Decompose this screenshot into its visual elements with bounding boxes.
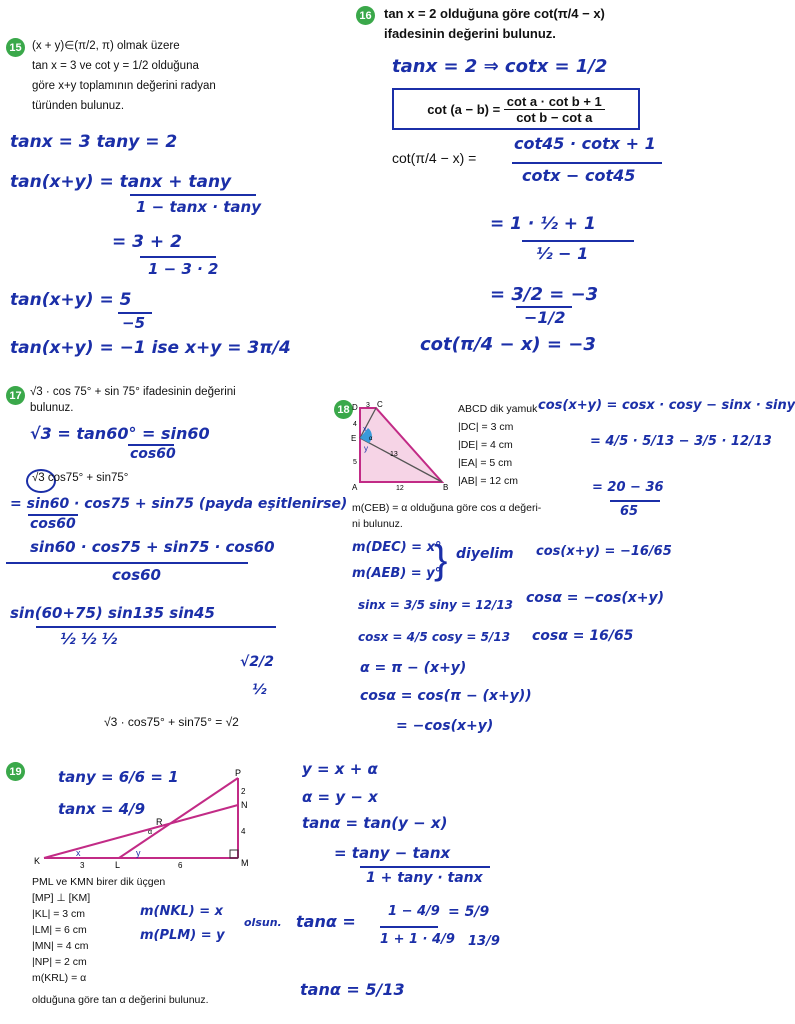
formula-fraction bbox=[504, 94, 605, 125]
given-19-4: |LM| = 6 cm bbox=[32, 924, 87, 936]
p15-hw-line-6: tan(x+y) = 5 bbox=[10, 290, 132, 310]
p18-hw-line-15: = −cos(x+y) bbox=[396, 718, 494, 734]
problem-16-line-1: tan x = 2 olduğuna göre cot(π/4 − x) bbox=[384, 6, 605, 21]
problem-17-line-1: √3 · cos 75° + sin 75° ifadesinin değerini bbox=[30, 386, 236, 398]
formula-denominator: cot b − cot a bbox=[516, 109, 593, 125]
p16-hw-line-5: ½ − 1 bbox=[536, 244, 589, 263]
p17-final-line: √3 · cos75° + sin75° = √2 bbox=[104, 715, 239, 729]
p16-hw-line-3: cotx − cot45 bbox=[522, 166, 636, 185]
p19-hw-line-1: tany = 6/6 = 1 bbox=[58, 768, 179, 786]
label-eb: 13 bbox=[390, 451, 398, 458]
problem-17-line-2: bulunuz. bbox=[30, 402, 74, 414]
q18-line-2: ni bulunuz. bbox=[352, 518, 403, 530]
label-ea: 5 bbox=[353, 459, 357, 466]
p17-fraction-bar-4 bbox=[26, 562, 248, 564]
p19-hw-line-14: = 5/9 bbox=[448, 904, 490, 920]
p19-hw-line-5: tanα = tan(y − x) bbox=[302, 814, 448, 832]
label-N: N bbox=[241, 800, 248, 810]
label-D: D bbox=[352, 403, 358, 412]
label-R: R bbox=[156, 817, 163, 827]
given-18-1: ABCD dik yamuk bbox=[458, 403, 538, 415]
p17-fraction-bar-5 bbox=[36, 626, 276, 628]
p17-hw-line-5: cos60 bbox=[30, 516, 76, 532]
label-K: K bbox=[34, 856, 41, 866]
given-19-3: |KL| = 3 cm bbox=[32, 908, 86, 920]
p15-hw-line-7: −5 bbox=[122, 314, 146, 332]
p18-hw-line-2: = 4/5 · 5/13 − 3/5 · 12/13 bbox=[590, 434, 772, 449]
problem-17-text bbox=[30, 382, 320, 414]
q18-line-1: m(CEB) = α olduğuna göre cos α değeri- bbox=[352, 502, 542, 514]
given-19-7: m(KRL) = α bbox=[32, 972, 87, 984]
p18-hw-line-3: = 20 − 36 bbox=[592, 480, 664, 495]
label-y: y bbox=[364, 444, 368, 453]
p19-hw-line-6: = tany − tanx bbox=[334, 844, 451, 862]
problem-17-badge: 17 bbox=[6, 386, 25, 405]
p19-hw-line-15: 13/9 bbox=[468, 934, 500, 949]
formula-left: cot (a − b) = bbox=[427, 101, 501, 117]
problem-15-line-1: (x + y)∈(π/2, π) olmak üzere bbox=[32, 40, 180, 52]
p17-hw-line-6: sin60 · cos75 + sin75 · cos60 bbox=[30, 538, 275, 556]
p19-fraction-bar-2 bbox=[380, 926, 438, 928]
label-de: 4 bbox=[353, 421, 357, 428]
p19-hw-line-9: m(PLM) = y bbox=[140, 928, 225, 943]
label-A: A bbox=[352, 483, 358, 492]
label-B: B bbox=[443, 483, 449, 492]
p18-hw-line-7: diyelim bbox=[456, 546, 514, 562]
label-np: 2 bbox=[241, 787, 246, 796]
p18-hw-line-5: m(DEC) = x° bbox=[352, 540, 442, 555]
problem-16-line-2: ifadesinin değerini bulunuz. bbox=[384, 26, 556, 41]
p19-hw-line-3: y = x + α bbox=[302, 760, 378, 778]
p16-hw-line-8: cot(π/4 − x) = −3 bbox=[420, 334, 596, 355]
label-M: M bbox=[241, 858, 249, 868]
given-18-4: |EA| = 5 cm bbox=[458, 457, 513, 469]
p15-hw-line-8: tan(x+y) = −1 ise x+y = 3π/4 bbox=[10, 338, 291, 358]
p18-hw-line-6: m(AEB) = y° bbox=[352, 566, 442, 581]
label-x: x bbox=[363, 426, 367, 433]
p15-hw-line-2: tan(x+y) = tanx + tany bbox=[10, 172, 232, 192]
p18-fraction-bar-1 bbox=[610, 500, 660, 502]
p18-hw-line-8: cos(x+y) = −16/65 bbox=[536, 544, 672, 559]
segment-kn bbox=[44, 805, 238, 858]
p16-hw-line-4: = 1 · ½ + 1 bbox=[490, 214, 596, 234]
given-19-6: |NP| = 2 cm bbox=[32, 956, 87, 968]
problem-18-badge: 18 bbox=[334, 400, 353, 419]
given-19-2: [MP] ⊥ [KM] bbox=[32, 892, 91, 904]
p19-hw-line-8: m(NKL) = x bbox=[140, 904, 223, 919]
question-19: olduğuna göre tan α değerini bulunuz. bbox=[32, 994, 209, 1006]
p18-hw-line-11: cosα = −cos(x+y) bbox=[526, 590, 665, 606]
given-18-3: |DE| = 4 cm bbox=[458, 439, 513, 451]
label-lm: 6 bbox=[178, 861, 183, 870]
problem-19-badge: 19 bbox=[6, 762, 25, 781]
p17-hw-line-8: sin(60+75) sin135 sin45 bbox=[10, 604, 215, 622]
problem-16-text bbox=[384, 4, 714, 44]
p19-hw-line-7: 1 + tany · tanx bbox=[366, 870, 483, 886]
p18-hw-line-14: cosα = cos(π − (x+y)) bbox=[360, 688, 532, 704]
p17-hw-line-4: = sin60 · cos75 + sin75 (payda eşitlenirse) bbox=[10, 496, 348, 512]
p15-hw-line-1: tanx = 3 tany = 2 bbox=[10, 132, 178, 152]
p15-hw-line-5: 1 − 3 · 2 bbox=[148, 260, 219, 278]
problem-15-badge: 15 bbox=[6, 38, 25, 57]
p16-fraction-bar-1 bbox=[512, 162, 662, 164]
problem-18-question bbox=[352, 500, 541, 532]
label-y: y bbox=[136, 848, 141, 858]
p19-hw-line-10: olsun. bbox=[244, 916, 282, 929]
p16-hw-line-6: = 3/2 = −3 bbox=[490, 284, 599, 305]
p17-hw-line-2: cos60 bbox=[130, 446, 176, 462]
label-kl: 3 bbox=[80, 861, 85, 870]
p18-hw-line-12: cosα = 16/65 bbox=[532, 628, 634, 644]
p18-hw-line-9: sinx = 3/5 siny = 12/13 bbox=[358, 598, 514, 612]
label-ab: 12 bbox=[396, 485, 404, 492]
p19-hw-line-13: 1 + 1 · 4/9 bbox=[380, 932, 455, 947]
p18-hw-line-4: 65 bbox=[620, 504, 639, 519]
given-19-1: PML ve KMN birer dik üçgen bbox=[32, 876, 166, 888]
right-angle-mark bbox=[230, 850, 238, 858]
segment-lp bbox=[119, 778, 238, 858]
cot-difference-formula-box bbox=[392, 88, 640, 130]
p16-expression: cot(π/4 − x) = bbox=[392, 150, 477, 166]
p16-hw-line-7: −1/2 bbox=[524, 308, 566, 327]
given-18-5: |AB| = 12 cm bbox=[458, 475, 519, 487]
label-P: P bbox=[235, 768, 242, 778]
problem-15-line-3: göre x+y toplamının değerini radyan bbox=[32, 80, 216, 92]
p17-hw-line-9: ½ ½ ½ bbox=[60, 630, 118, 648]
problem-16-badge: 16 bbox=[356, 6, 375, 25]
label-C: C bbox=[377, 400, 383, 409]
problem-15-line-4: türünden bulunuz. bbox=[32, 100, 125, 112]
p15-fraction-bar-2 bbox=[140, 256, 216, 258]
p19-hw-line-11: tanα = bbox=[296, 912, 356, 931]
label-L: L bbox=[115, 860, 121, 870]
label-alpha: α bbox=[369, 436, 373, 442]
p17-hw-line-11: ½ bbox=[252, 682, 267, 698]
p15-hw-line-3: 1 − tanx · tany bbox=[136, 198, 261, 216]
label-dc: 3 bbox=[366, 402, 370, 409]
p17-hw-line-10: √2/2 bbox=[240, 654, 274, 670]
problem-18-given bbox=[458, 400, 537, 490]
label-alpha: α bbox=[148, 829, 153, 836]
p18-hw-line-10: cosx = 4/5 cosy = 5/13 bbox=[358, 630, 511, 644]
trapezoid-figure bbox=[346, 400, 458, 492]
p15-fraction-bar-1 bbox=[130, 194, 256, 196]
p19-fraction-bar-1 bbox=[360, 866, 490, 868]
p19-hw-line-16: tanα = 5/13 bbox=[300, 980, 405, 999]
p17-hw-line-1: √3 = tan60° = sin60 bbox=[30, 424, 210, 443]
formula-numerator: cot a · cot b + 1 bbox=[504, 94, 605, 110]
label-mn: 4 bbox=[241, 827, 246, 836]
p17-hw-line-3: √3 cos75° + sin75° bbox=[32, 472, 129, 484]
p15-hw-line-4: = 3 + 2 bbox=[112, 232, 182, 252]
p19-hw-line-4: α = y − x bbox=[302, 788, 378, 806]
problem-15-text bbox=[32, 36, 332, 116]
given-19-5: |MN| = 4 cm bbox=[32, 940, 89, 952]
p18-hw-line-1: cos(x+y) = cosx · cosy − sinx · siny bbox=[538, 398, 795, 413]
label-x: x bbox=[76, 848, 81, 858]
p16-hw-line-2: cot45 · cotx + 1 bbox=[514, 134, 656, 153]
given-18-2: |DC| = 3 cm bbox=[458, 421, 514, 433]
p16-fraction-bar-2 bbox=[522, 240, 634, 242]
label-E: E bbox=[351, 434, 357, 443]
p19-hw-line-12: 1 − 4/9 bbox=[388, 904, 440, 919]
p18-brace: } bbox=[434, 538, 448, 582]
problem-15-line-2: tan x = 3 ve cot y = 1/2 olduğuna bbox=[32, 60, 199, 72]
p16-hw-line-1: tanx = 2 ⇒ cotx = 1/2 bbox=[392, 56, 608, 77]
p18-hw-line-13: α = π − (x+y) bbox=[360, 660, 467, 676]
p17-hw-line-7: cos60 bbox=[112, 566, 161, 584]
triangle-figure bbox=[30, 770, 250, 870]
p19-hw-line-2: tanx = 4/9 bbox=[58, 800, 146, 818]
